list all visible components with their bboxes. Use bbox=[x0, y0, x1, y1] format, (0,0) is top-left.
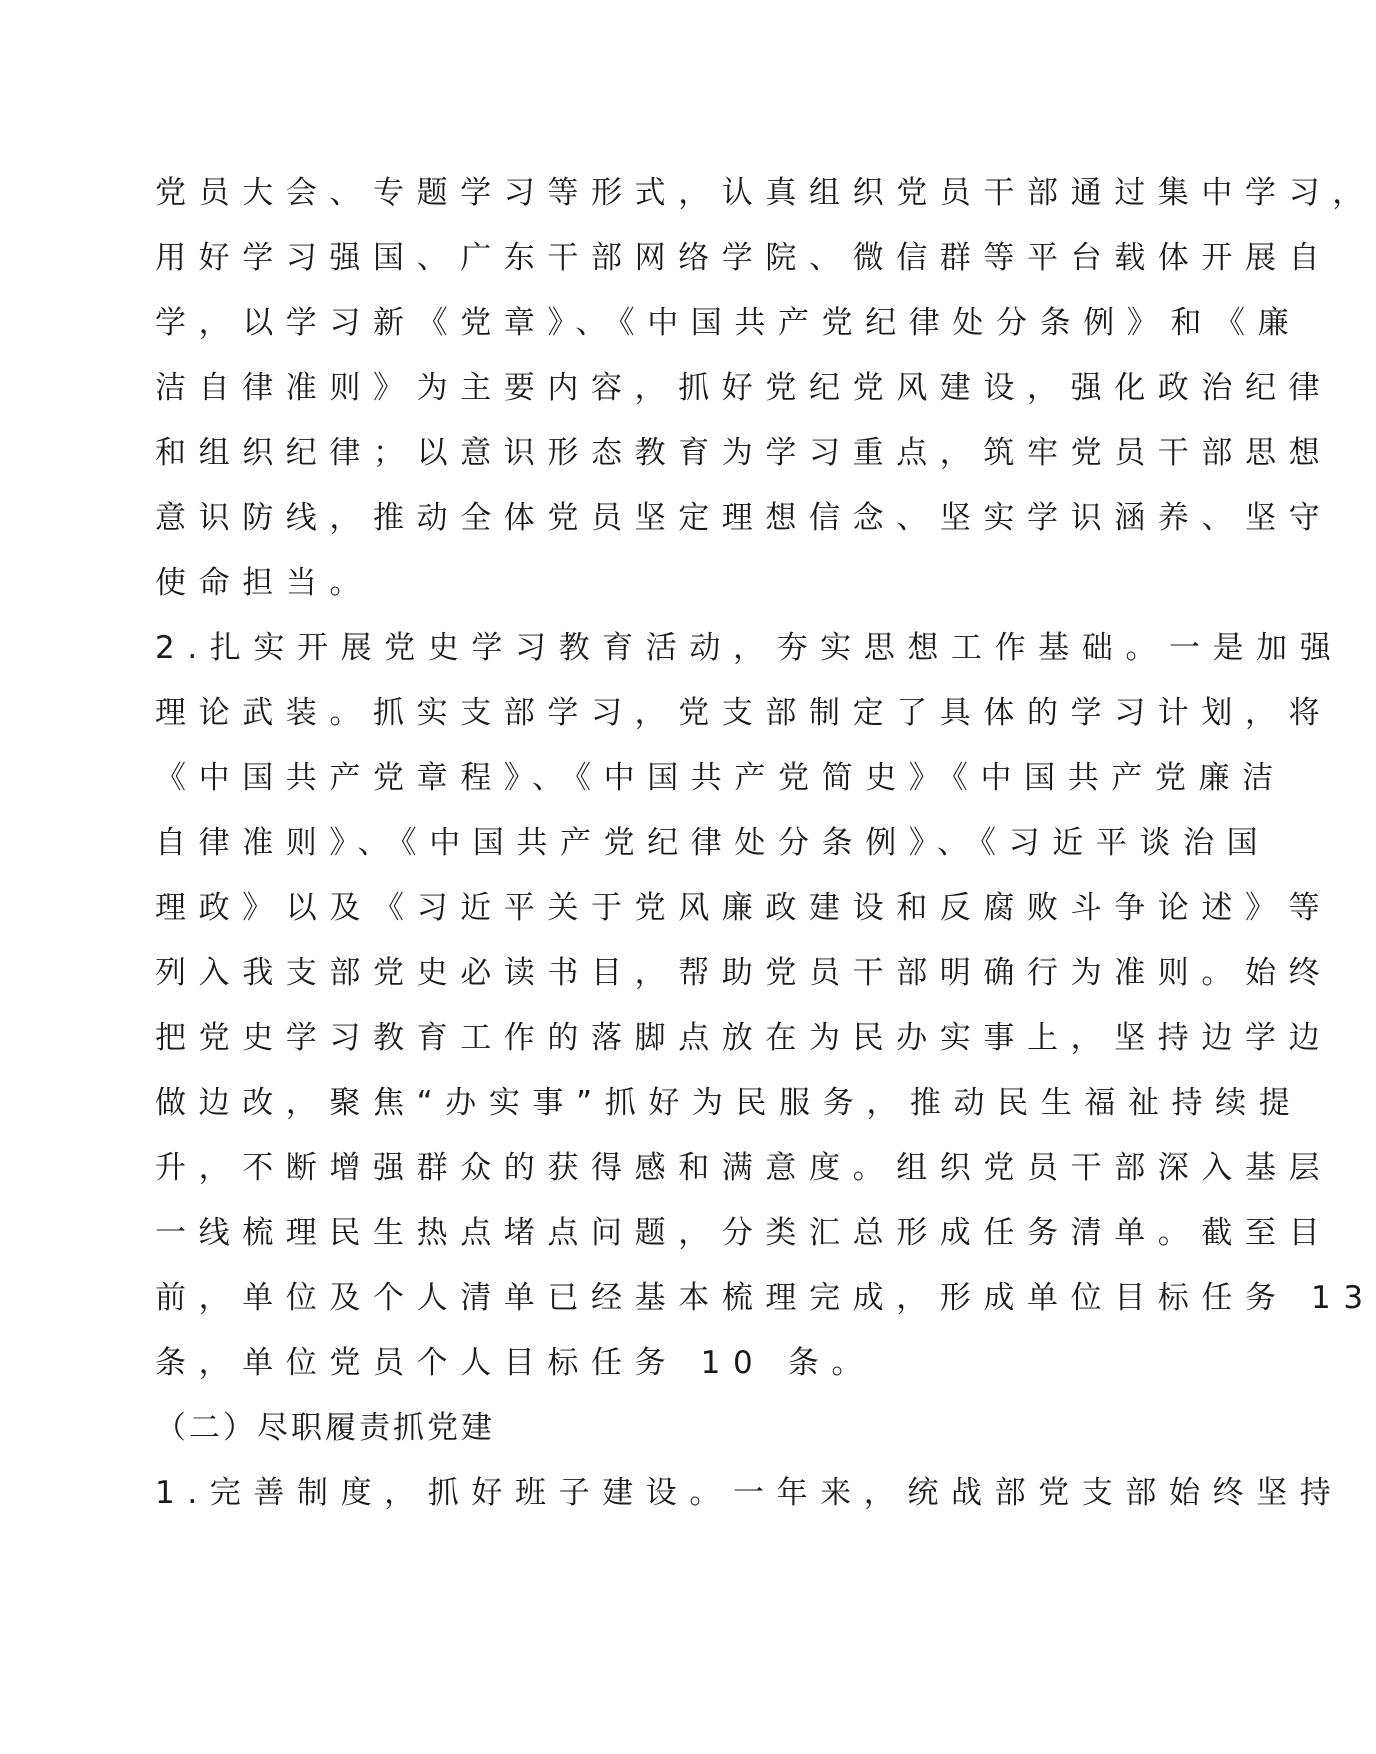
text-line: 前，单位及个人清单已经基本梳理完成，形成单位目标任务 13 bbox=[155, 1280, 1376, 1316]
section-heading: （二）尽职履责抓党建 bbox=[155, 1410, 495, 1446]
text-line: 学，以学习新《党章》、《中国共产党纪律处分条例》和《廉 bbox=[155, 305, 1302, 341]
text-line: 一线梳理民生热点堵点问题，分类汇总形成任务清单。截至目 bbox=[155, 1215, 1333, 1251]
text-line: 做边改，聚焦“办实事”抓好为民服务，推动民生福祉持续提 bbox=[155, 1085, 1303, 1121]
text-line: 理论武装。抓实支部学习，党支部制定了具体的学习计划，将 bbox=[155, 695, 1333, 731]
text-line: 意识防线，推动全体党员坚定理想信念、坚实学识涵养、坚守 bbox=[155, 500, 1333, 536]
text-line: 党员大会、专题学习等形式，认真组织党员干部通过集中学习， bbox=[155, 175, 1376, 211]
text-line: 1.完善制度，抓好班子建设。一年来，统战部党支部始终坚持 bbox=[155, 1475, 1344, 1511]
text-line: 自律准则》、《中国共产党纪律处分条例》、《习近平谈治国 bbox=[155, 825, 1271, 861]
text-line: 条，单位党员个人目标任务 10 条。 bbox=[155, 1345, 875, 1381]
text-line: 使命担当。 bbox=[155, 565, 373, 601]
document-body bbox=[155, 161, 1376, 1526]
text-line: 《中国共产党章程》、《中国共产党简史》《中国共产党廉洁 bbox=[155, 760, 1286, 796]
text-line: 把党史学习教育工作的落脚点放在为民办实事上，坚持边学边 bbox=[155, 1020, 1333, 1056]
text-line: 理政》以及《习近平关于党风廉政建设和反腐败斗争论述》等 bbox=[155, 890, 1333, 926]
text-line: 2.扎实开展党史学习教育活动，夯实思想工作基础。一是加强 bbox=[155, 630, 1344, 666]
text-line: 升，不断增强群众的获得感和满意度。组织党员干部深入基层 bbox=[155, 1150, 1333, 1186]
text-line: 用好学习强国、广东干部网络学院、微信群等平台载体开展自 bbox=[155, 240, 1333, 276]
text-line: 和组织纪律；以意识形态教育为学习重点，筑牢党员干部思想 bbox=[155, 435, 1333, 471]
text-line: 列入我支部党史必读书目，帮助党员干部明确行为准则。始终 bbox=[155, 955, 1333, 991]
text-line: 洁自律准则》为主要内容，抓好党纪党风建设，强化政治纪律 bbox=[155, 370, 1333, 406]
